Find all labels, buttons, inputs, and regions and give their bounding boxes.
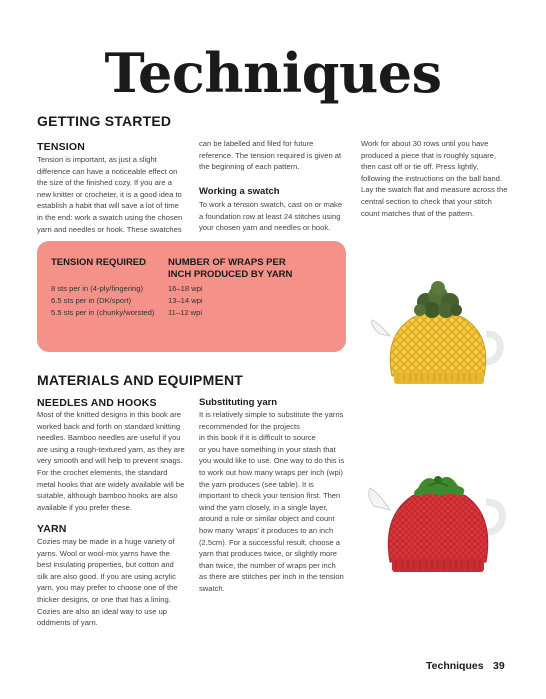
text-line: wind the yarn closely, in a single layer, [199,502,328,512]
text-line: To work a tension swatch, cast on or make [199,200,343,209]
text-line: metal hooks that are widely available will be [37,479,185,489]
wraps-header-line2: INCH PRODUCED BY YARN [168,269,293,280]
tension-required-header: TENSION REQUIRED [51,257,147,268]
yarn-body [37,536,199,629]
tension-body-col1 [37,154,199,235]
text-line: recommended for the projects [199,421,300,431]
table-cell-tension: 5.5 sts per in (chunky/worsted) [51,308,155,317]
text-line: the yarn produces (see table). It is [199,479,314,489]
text-line: central section to check that your stitch [361,196,492,206]
text-line: (2.5cm). For a successful result, choose a [199,537,340,547]
table-cell-tension: 6.5 sts per in (DK/sport) [51,296,132,305]
tension-heading: TENSION [37,141,86,153]
working-swatch-body-col3 [361,138,521,219]
text-line: a foundation row at least 24 stitches using [199,211,341,221]
text-line: then cast off or tie off. Press lightly, [361,162,479,172]
table-cell-wraps: 11–12 wpi [168,308,203,317]
text-line: establish a habit that will save a lot of time [37,201,179,211]
materials-heading: MATERIALS AND EQUIPMENT [37,372,244,388]
text-line: important to check your tension first. Then [199,491,341,501]
text-line: to work out how many wraps per inch (wpi) [199,467,343,477]
substituting-yarn-body [199,409,364,595]
text-line: yarn, you may prefer to choose one of the [37,583,178,593]
text-line: can be labelled and filed for future [199,139,314,148]
footer-section-label: Techniques [426,660,484,672]
text-line: worked back and forth on standard knitting [37,421,181,431]
table-cell-wraps: 16–18 wpi [168,284,203,293]
table-cell-wraps: 13–14 wpi [168,296,203,305]
pineapple-teapot-cozy-image [368,276,518,396]
text-line: oddments of yarn. [37,618,98,628]
text-line: It is relatively simple to substitute the yarns [199,410,344,419]
text-line: yarn and needles or hook. These swatches [37,224,182,234]
substituting-yarn-heading: Substituting yarn [199,397,278,408]
wraps-header-line1: NUMBER OF WRAPS PER [168,257,286,268]
text-line: reference. The tension required is given at [199,150,342,160]
text-line: Tension is important, as just a slight [37,155,157,164]
text-line: how many 'wraps' it produces to an inch [199,525,334,535]
text-line: For the crochet elements, the standard [37,467,168,477]
tension-body-col2 [199,138,359,173]
text-line: as there are stitches per inch in the tension [199,572,344,582]
text-line: your chosen yarn and needles or hook. [199,223,331,233]
page-title: Techniques [104,41,442,105]
text-line: following the instructions on the ball band. [361,173,502,183]
strawberry-teapot-cozy-image [364,466,514,586]
text-line: in the end: work a swatch using the chosen [37,212,183,222]
table-cell-tension: 8 sts per in (4-ply/fingering) [51,284,144,293]
text-line: difference can have a noticeable effect on [37,166,178,176]
text-line: Most of the knitted designs in this book are [37,410,181,419]
text-line: very smooth and will help to prevent snags. [37,456,183,466]
text-line: are using a rough-textured yarn, as they are [37,444,185,454]
working-swatch-heading: Working a swatch [199,186,280,197]
text-line: Work for about 30 rows until you have [361,139,489,148]
page-number: 39 [493,660,505,672]
text-line: Cozies may be made in a huge variety of [37,537,175,546]
yarn-heading: YARN [37,523,67,535]
text-line: new knitter or crocheter, it is a good idea to [37,189,182,199]
text-line: Lay the swatch flat and measure across the [361,185,508,195]
text-line: than twice, the number of wraps per inch [199,560,336,570]
text-line: silk are also good. If you are using acrylic [37,571,176,581]
text-line: yarns. Wool or wool-mix yarns have the [37,548,170,558]
text-line: count matches that of the pattern. [361,208,475,218]
text-line: produced a piece that is roughly square, [361,150,497,160]
text-line: swatch. [199,583,225,593]
getting-started-heading: GETTING STARTED [37,113,172,129]
text-line: in this book if it is difficult to source [199,433,316,443]
text-line: best insulating properties, but cotton and [37,560,174,570]
text-line: Cozies are also an ideal way to use up [37,606,168,616]
text-line: thicker designs, or one that has a lining. [37,594,171,604]
text-line: yarn that produces twice, or slightly more [199,549,338,559]
text-line: or you have something in your stash that [199,444,336,454]
text-line: suitable, although bamboo hooks are also [37,491,178,501]
text-line: the beginning of each pattern. [199,162,300,172]
text-line: the size of the finished cozy. If you are a [37,178,172,188]
tension-table-box [37,241,346,352]
text-line: available if you prefer these. [37,502,132,512]
needles-body [37,409,199,513]
text-line: needles. Bamboo needles are useful if you [37,433,181,443]
text-line: you would like to use. One way to do this is [199,456,345,466]
working-swatch-body-col2 [199,199,359,234]
text-line: around a rule or similar object and count [199,514,335,524]
needles-heading: NEEDLES AND HOOKS [37,397,157,409]
